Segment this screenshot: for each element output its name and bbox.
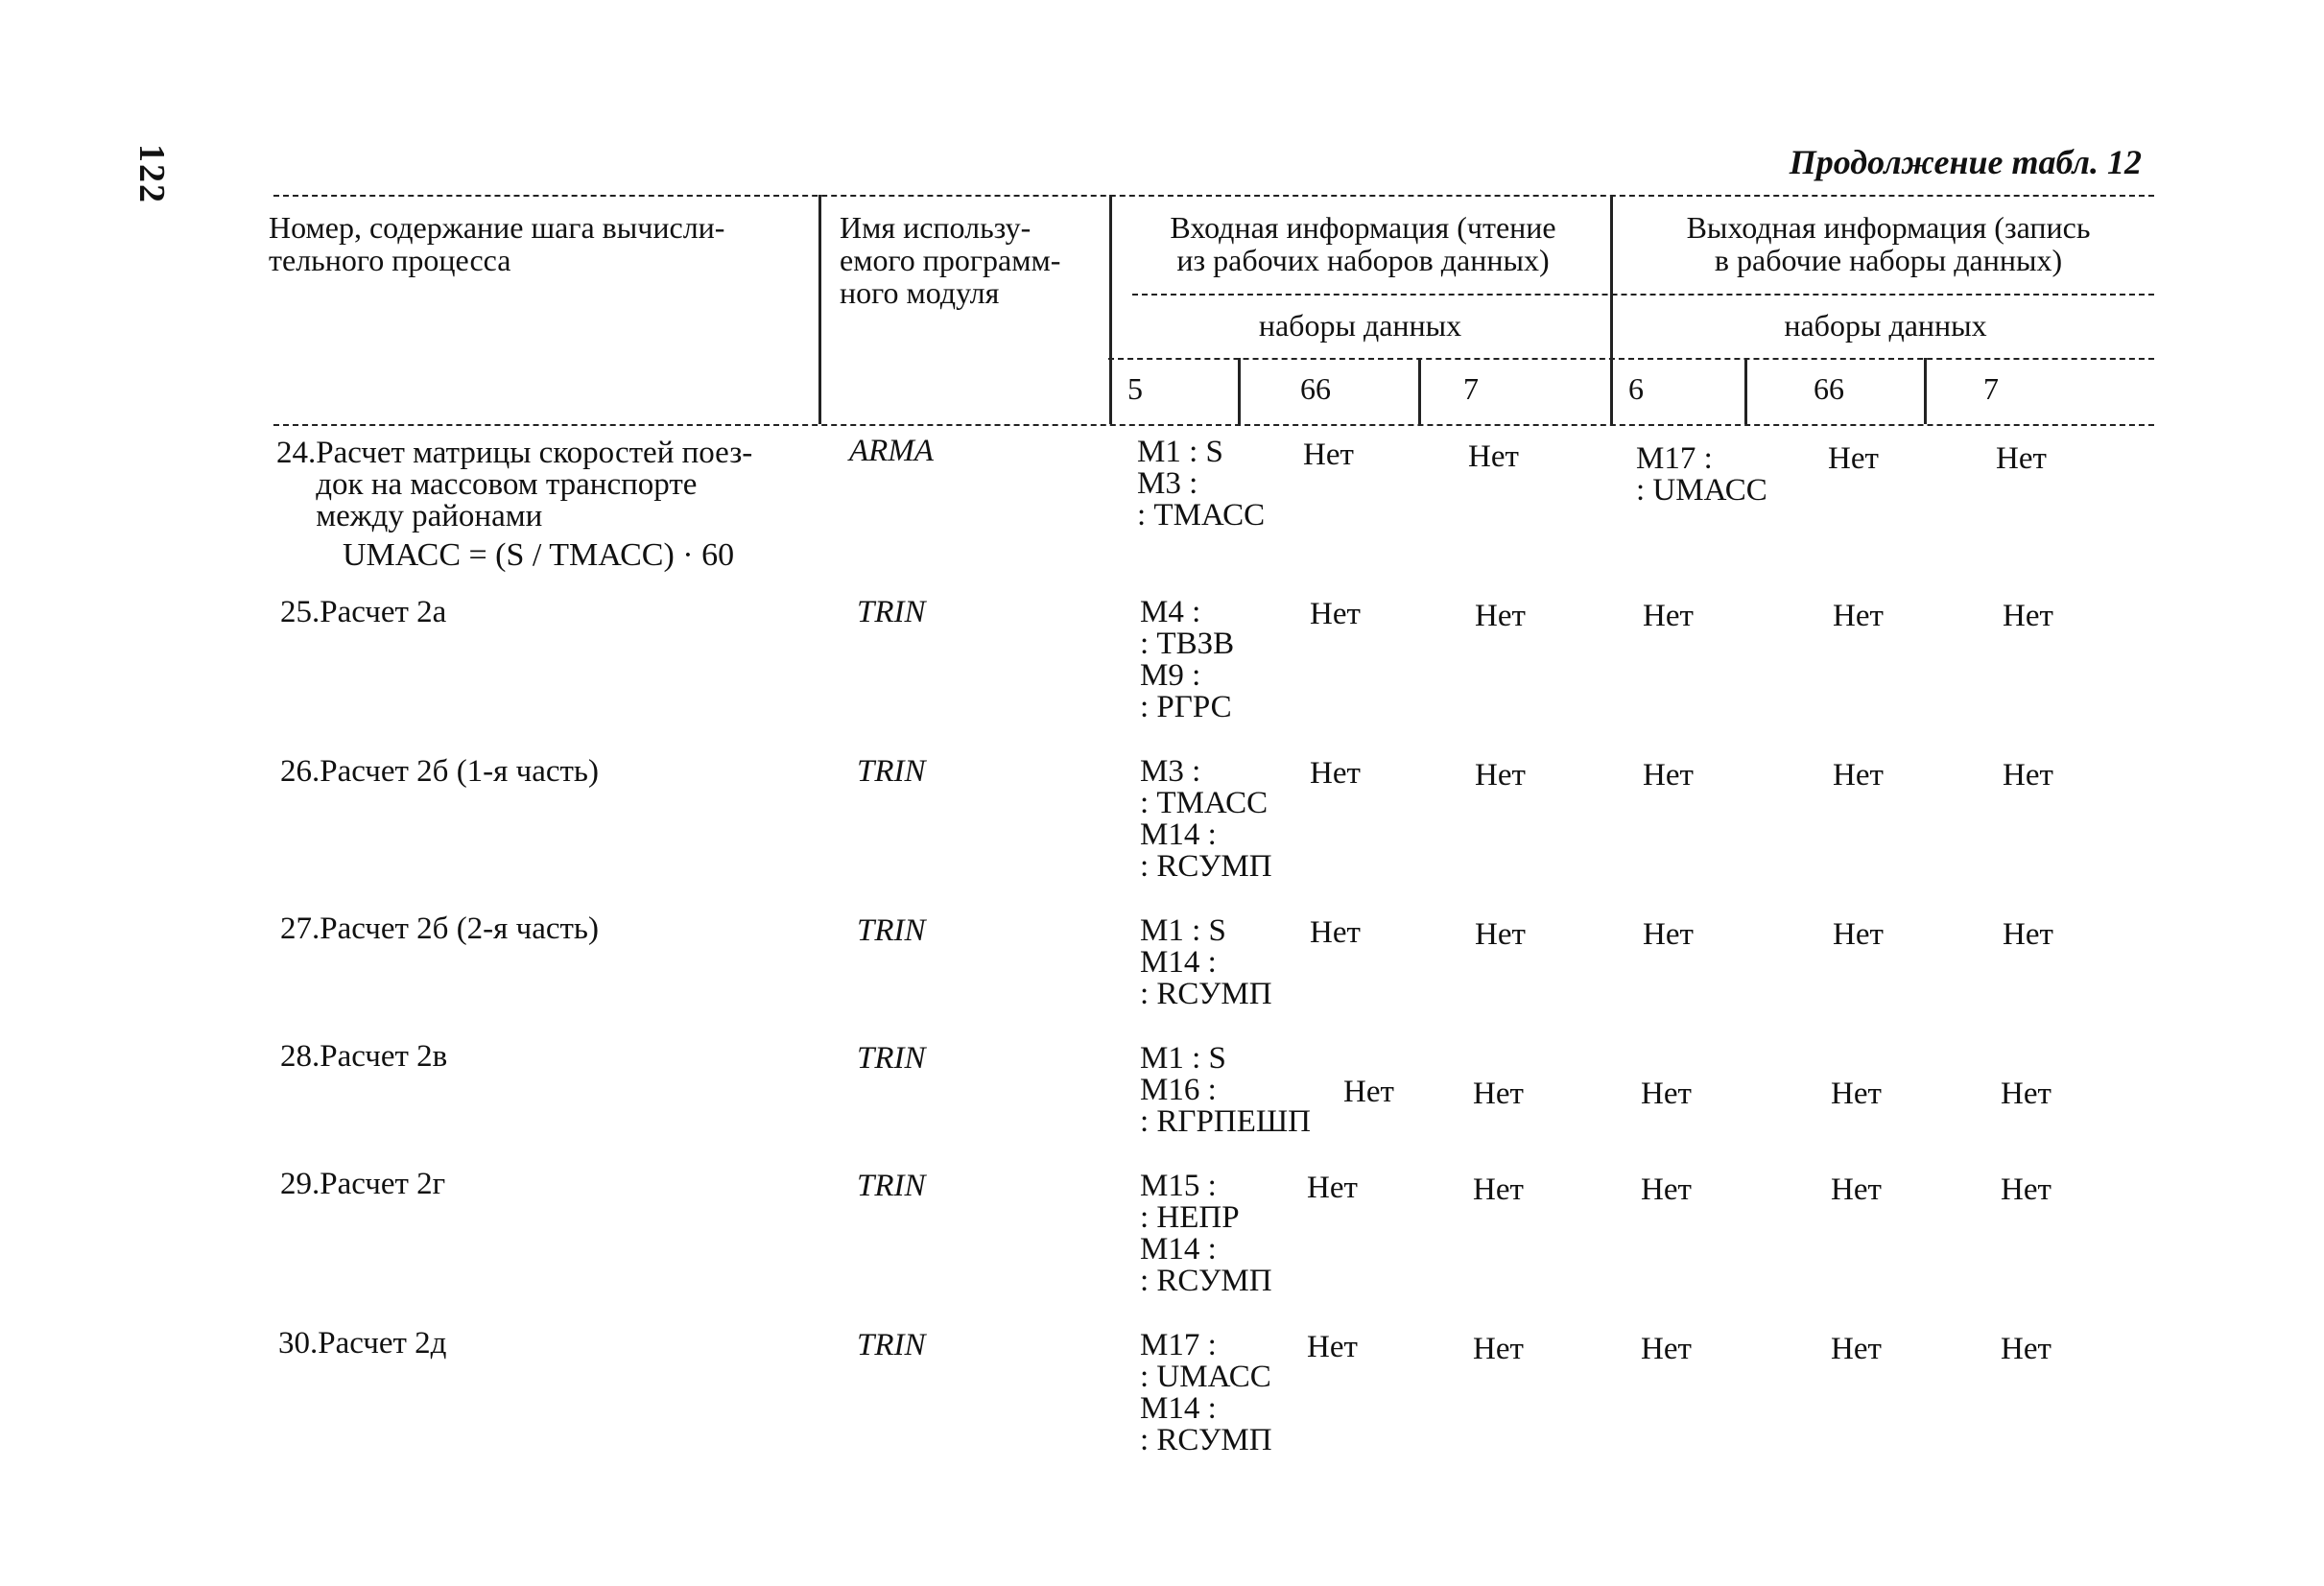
output-set-7: Нет — [1996, 441, 2047, 476]
step-number: 27. — [280, 911, 320, 946]
output-set-66: Нет — [1833, 917, 1884, 952]
table-row — [280, 1169, 445, 1200]
output-set-66: Нет — [1831, 1332, 1882, 1366]
input-set-5: М15 : : НЕПР М14 : : RСУМП — [1140, 1169, 1272, 1298]
table-row — [280, 756, 599, 788]
table-row — [280, 1041, 447, 1073]
header-set-out-6: 6 — [1628, 371, 1644, 406]
input-set-7: Нет — [1475, 917, 1526, 952]
header-set-out-7: 7 — [1983, 371, 1999, 406]
output-set-7: Нет — [2001, 1077, 2051, 1111]
module-name: TRIN — [857, 595, 926, 629]
input-set-5: М1 : S М14 : : RСУМП — [1140, 913, 1272, 1011]
header-bottom-rule — [273, 424, 2154, 426]
input-set-5: М1 : S М16 : : RГРПЕШП — [1140, 1041, 1311, 1139]
header-datasets-out: наборы данных — [1784, 308, 1987, 343]
header-datasets-in: наборы данных — [1258, 308, 1462, 343]
step-number: 25. — [280, 595, 320, 629]
datasets-rule — [1132, 294, 2154, 296]
input-set-7: Нет — [1473, 1077, 1524, 1111]
page-number: 122 — [131, 144, 172, 204]
header-output: Выходная информация (запись в рабочие наборы данных) — [1686, 210, 2091, 277]
divider-in5-in66 — [1238, 358, 1241, 424]
header-set-in-7: 7 — [1463, 371, 1479, 406]
module-name: TRIN — [857, 913, 926, 948]
step-description: Расчет 2в — [320, 1039, 448, 1074]
output-set-6: М17 : : UМАСС — [1636, 441, 1767, 508]
module-name: ARMA — [849, 434, 934, 468]
module-name: TRIN — [857, 1169, 926, 1203]
table-row — [280, 913, 599, 945]
divider-in66-in7 — [1418, 358, 1421, 424]
module-name: TRIN — [857, 754, 926, 789]
input-set-7: Нет — [1475, 599, 1526, 633]
step-number: 29. — [280, 1167, 320, 1201]
output-set-7: Нет — [2003, 758, 2053, 793]
divider-step-module — [818, 195, 821, 424]
divider-out6-out66 — [1744, 358, 1747, 424]
input-set-7: Нет — [1475, 758, 1526, 793]
divider-out66-out7 — [1924, 358, 1927, 424]
output-set-6: Нет — [1641, 1077, 1692, 1111]
input-set-7: Нет — [1473, 1332, 1524, 1366]
output-set-7: Нет — [2001, 1332, 2051, 1366]
header-module: Имя использу- емого программ- ного модуля — [840, 210, 1061, 310]
input-set-7: Нет — [1473, 1172, 1524, 1207]
step-number: 26. — [280, 754, 320, 789]
output-set-7: Нет — [2003, 917, 2053, 952]
output-set-66: Нет — [1828, 441, 1879, 476]
table-continuation-caption: Продолжение табл. 12 — [1789, 143, 2142, 181]
step-description: Расчет 2б (2-я часть) — [320, 911, 599, 946]
step-description: Расчет 2г — [320, 1167, 446, 1201]
step-description: Расчет 2б (1-я часть) — [320, 754, 599, 789]
header-step: Номер, содержание шага вычисли- тельного процесса — [269, 210, 725, 277]
input-set-66: Нет — [1310, 597, 1361, 631]
step-description: Расчет матрицы скоростей поез- док на массовом транспорте между районами — [316, 436, 753, 533]
input-set-66: Нет — [1303, 438, 1354, 472]
step-number: 24. — [276, 436, 317, 470]
output-set-7: Нет — [2003, 599, 2053, 633]
step-description: Расчет 2д — [318, 1326, 447, 1361]
header-input: Входная информация (чтение из рабочих наборов данных) — [1170, 210, 1556, 277]
input-set-66: Нет — [1307, 1330, 1358, 1364]
output-set-7: Нет — [2001, 1172, 2051, 1207]
input-set-66: Нет — [1343, 1075, 1394, 1109]
step-formula: UМАСС = (S / TМАСС) · 60 — [343, 537, 735, 573]
output-set-66: Нет — [1833, 758, 1884, 793]
set-numbers-rule — [1108, 358, 2154, 360]
table-row — [280, 597, 446, 628]
header-set-in-5: 5 — [1127, 371, 1143, 406]
divider-input-output — [1610, 195, 1613, 424]
input-set-66: Нет — [1310, 756, 1361, 791]
module-name: TRIN — [857, 1328, 926, 1362]
input-set-66: Нет — [1310, 915, 1361, 950]
input-set-5: М4 : : TВЗВ М9 : : PГРС — [1140, 595, 1235, 724]
step-number: 28. — [280, 1039, 320, 1074]
input-set-7: Нет — [1468, 439, 1519, 474]
table-row — [278, 1328, 446, 1360]
header-top-rule — [273, 195, 2154, 197]
header-set-out-66: 66 — [1814, 371, 1844, 406]
step-description: Расчет 2а — [320, 595, 447, 629]
output-set-66: Нет — [1831, 1077, 1882, 1111]
divider-module-input — [1109, 195, 1112, 424]
input-set-5: М3 : : TМАСС М14 : : RСУМП — [1140, 754, 1272, 884]
step-number: 30. — [278, 1326, 319, 1361]
output-set-6: Нет — [1643, 758, 1694, 793]
output-set-6: Нет — [1643, 917, 1694, 952]
input-set-5: М17 : : UМАСС М14 : : RСУМП — [1140, 1328, 1272, 1457]
input-set-5: М1 : S М3 : : TМАСС — [1137, 435, 1266, 533]
input-set-66: Нет — [1307, 1171, 1358, 1205]
module-name: TRIN — [857, 1041, 926, 1076]
output-set-66: Нет — [1833, 599, 1884, 633]
output-set-66: Нет — [1831, 1172, 1882, 1207]
output-set-6: Нет — [1643, 599, 1694, 633]
output-set-6: Нет — [1641, 1172, 1692, 1207]
table-row — [276, 438, 818, 533]
output-set-6: Нет — [1641, 1332, 1692, 1366]
header-set-in-66: 66 — [1300, 371, 1331, 406]
